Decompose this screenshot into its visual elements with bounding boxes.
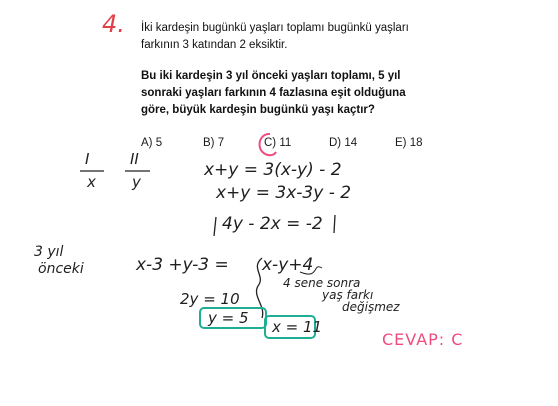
question-prompt-line-2: sonraki yaşları farkının 4 fazlasına eşit olduğuna [141, 87, 406, 99]
answer-word: CEVAP: C [382, 330, 464, 349]
choice-a[interactable]: A) 5 [141, 137, 163, 149]
var-i-numeral: I [85, 150, 90, 168]
step-1: 2y = 10 [180, 290, 240, 308]
result-y: y = 5 [208, 309, 249, 327]
note-line-2: yaş farkı [322, 288, 374, 302]
var-ii-letter: y [132, 173, 141, 191]
eq3-bracket-right [334, 215, 335, 233]
question-number: 4. [102, 10, 125, 38]
question-intro-line-1: İki kardeşin bugünkü yaşları toplamı bugünkü yaşları [141, 22, 409, 34]
choice-b[interactable]: B) 7 [203, 137, 225, 149]
question-prompt-line-1: Bu iki kardeşin 3 yıl önceki yaşları toplamı, 5 yıl [141, 70, 401, 82]
note-line-3: değişmez [342, 300, 400, 314]
side-note-line-1: 3 yıl [34, 244, 64, 260]
eq3-bracket-left [214, 217, 216, 236]
equation-4-right: x-y+4 [262, 255, 314, 275]
answer-circle-mark [260, 134, 276, 155]
choice-e[interactable]: E) 18 [395, 137, 423, 149]
var-ii-numeral: II [130, 150, 139, 168]
equation-3: 4y - 2x = -2 [222, 214, 323, 234]
choice-c[interactable]: C) 11 [264, 137, 292, 149]
question-prompt-line-3: göre, büyük kardeşin bugünkü yaşı kaçtır? [141, 104, 375, 116]
question-intro-line-2: farkının 3 katından 2 eksiktir. [141, 39, 288, 51]
note-line-1: 4 sene sonra [283, 276, 361, 290]
equation-1: x+y = 3(x-y) - 2 [204, 160, 342, 180]
choice-d[interactable]: D) 14 [329, 137, 358, 149]
side-note-line-2: önceki [38, 261, 84, 277]
var-i-letter: x [87, 173, 96, 191]
equation-2: x+y = 3x-3y - 2 [216, 183, 352, 203]
result-x: x = 11 [272, 318, 323, 336]
equation-4-left: x-3 +y-3 = [136, 255, 229, 275]
